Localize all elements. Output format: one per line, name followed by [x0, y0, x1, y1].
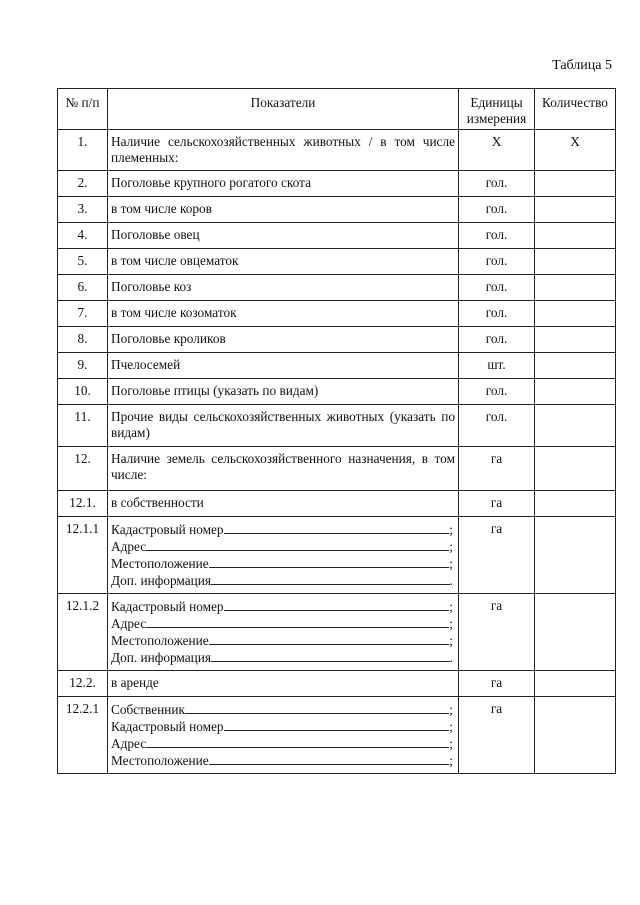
- fill-in-blank[interactable]: [209, 752, 450, 765]
- row-quantity[interactable]: [535, 327, 616, 353]
- row-quantity[interactable]: [535, 594, 616, 671]
- row-number: 5.: [58, 249, 108, 275]
- row-indicator: Наличие сельскохозяйственных животных / в том числе племенных:: [108, 130, 459, 171]
- row-number: 12.2.1: [58, 697, 108, 774]
- row-number: 8.: [58, 327, 108, 353]
- fill-in-blank[interactable]: [211, 572, 450, 585]
- form-field-line: [111, 701, 455, 718]
- row-number: 9.: [58, 353, 108, 379]
- row-quantity[interactable]: [535, 275, 616, 301]
- form-field-label: Кадастровый номер: [111, 522, 224, 537]
- form-field-label: Доп. информация: [111, 573, 211, 588]
- row-unit: гол.: [459, 249, 535, 275]
- row-number: 2.: [58, 171, 108, 197]
- form-field-terminator: ;: [449, 736, 453, 751]
- row-quantity[interactable]: [535, 223, 616, 249]
- row-unit: гол.: [459, 223, 535, 249]
- header-unit: Единицы измерения: [459, 89, 535, 130]
- header-num: № п/п: [58, 89, 108, 130]
- table-header-row: [58, 89, 616, 130]
- form-field-terminator: .: [449, 573, 453, 588]
- form-field-line: [111, 735, 455, 752]
- row-indicator: в том числе овцематок: [108, 249, 459, 275]
- form-field-terminator: ;: [449, 616, 453, 631]
- table-row: [58, 275, 616, 301]
- table-caption: Таблица 5: [552, 58, 612, 73]
- form-field-terminator: ;: [449, 522, 453, 537]
- form-field-line: [111, 632, 455, 649]
- row-quantity[interactable]: [535, 353, 616, 379]
- row-number: 6.: [58, 275, 108, 301]
- form-field-label: Адрес: [111, 736, 147, 751]
- indicators-table: [57, 88, 616, 774]
- fill-in-blank[interactable]: [146, 538, 449, 551]
- row-number: 12.1.1: [58, 517, 108, 594]
- row-quantity[interactable]: [535, 517, 616, 594]
- row-quantity[interactable]: [535, 249, 616, 275]
- form-field-terminator: ;: [449, 599, 453, 614]
- row-unit: гол.: [459, 327, 535, 353]
- row-number: 12.1.2: [58, 594, 108, 671]
- table-row: [58, 171, 616, 197]
- row-indicator: [108, 594, 459, 671]
- table-row: [58, 249, 616, 275]
- header-name: Показатели: [108, 89, 459, 130]
- row-number: 4.: [58, 223, 108, 249]
- row-unit: гол.: [459, 171, 535, 197]
- form-field-label: Кадастровый номер: [111, 599, 224, 614]
- table-row: [58, 197, 616, 223]
- form-field-line: [111, 649, 455, 666]
- table-row: [58, 301, 616, 327]
- table-row: [58, 327, 616, 353]
- form-field-terminator: ;: [449, 539, 453, 554]
- row-indicator: в том числе козоматок: [108, 301, 459, 327]
- form-field-label: Местоположение: [111, 753, 209, 768]
- fill-in-blank[interactable]: [211, 649, 450, 662]
- row-number: 12.1.: [58, 491, 108, 517]
- form-field-terminator: ;: [449, 702, 453, 717]
- form-field-line: [111, 598, 455, 615]
- form-field-label: Доп. информация: [111, 650, 211, 665]
- form-field-label: Адрес: [111, 539, 147, 554]
- row-number: 1.: [58, 130, 108, 171]
- row-quantity[interactable]: [535, 697, 616, 774]
- form-field-terminator: ;: [449, 719, 453, 734]
- row-unit: гол.: [459, 405, 535, 447]
- form-field-label: Адрес: [111, 616, 147, 631]
- table-row: [58, 447, 616, 491]
- row-number: 12.: [58, 447, 108, 491]
- form-field-line: [111, 752, 455, 769]
- row-unit: Х: [459, 130, 535, 171]
- table-row: [58, 405, 616, 447]
- row-quantity[interactable]: [535, 197, 616, 223]
- row-number: 3.: [58, 197, 108, 223]
- table-row: [58, 594, 616, 671]
- row-unit: гол.: [459, 197, 535, 223]
- row-indicator: Поголовье крупного рогатого скота: [108, 171, 459, 197]
- row-unit: шт.: [459, 353, 535, 379]
- form-field-line: [111, 521, 455, 538]
- row-unit: га: [459, 594, 535, 671]
- row-unit: гол.: [459, 301, 535, 327]
- form-field-line: [111, 555, 455, 572]
- table-row: [58, 379, 616, 405]
- row-indicator: [108, 697, 459, 774]
- table-row: [58, 491, 616, 517]
- row-unit: гол.: [459, 275, 535, 301]
- row-indicator: Поголовье птицы (указать по видам): [108, 379, 459, 405]
- row-unit: га: [459, 447, 535, 491]
- form-field-terminator: .: [449, 650, 453, 665]
- row-quantity[interactable]: [535, 447, 616, 491]
- form-field-label: Местоположение: [111, 633, 209, 648]
- form-field-label: Собственник: [111, 702, 185, 717]
- row-indicator: Пчелосемей: [108, 353, 459, 379]
- fill-in-blank[interactable]: [224, 521, 450, 534]
- row-indicator: [108, 517, 459, 594]
- form-field-terminator: ;: [449, 753, 453, 768]
- row-unit: га: [459, 491, 535, 517]
- fill-in-blank[interactable]: [209, 632, 450, 645]
- row-number: 12.2.: [58, 671, 108, 697]
- row-indicator: Наличие земель сельскохозяйственного назначения, в том числе:: [108, 447, 459, 491]
- row-quantity[interactable]: [535, 491, 616, 517]
- form-field-line: [111, 718, 455, 735]
- fill-in-blank[interactable]: [224, 598, 450, 611]
- form-field-label: Местоположение: [111, 556, 209, 571]
- row-indicator: в собственности: [108, 491, 459, 517]
- row-unit: га: [459, 697, 535, 774]
- form-field-terminator: ;: [449, 633, 453, 648]
- row-unit: гол.: [459, 379, 535, 405]
- table-row: [58, 130, 616, 171]
- form-field-line: [111, 572, 455, 589]
- table-row: [58, 353, 616, 379]
- row-indicator: в аренде: [108, 671, 459, 697]
- fill-in-blank[interactable]: [185, 701, 449, 714]
- table-row: [58, 697, 616, 774]
- row-number: 10.: [58, 379, 108, 405]
- fill-in-blank[interactable]: [224, 718, 450, 731]
- table-row: [58, 223, 616, 249]
- fill-in-blank[interactable]: [209, 555, 450, 568]
- row-quantity[interactable]: [535, 379, 616, 405]
- row-number: 11.: [58, 405, 108, 447]
- row-quantity[interactable]: [535, 301, 616, 327]
- form-field-label: Кадастровый номер: [111, 719, 224, 734]
- row-indicator: в том числе коров: [108, 197, 459, 223]
- row-quantity[interactable]: [535, 405, 616, 447]
- row-quantity[interactable]: Х: [535, 130, 616, 171]
- fill-in-blank[interactable]: [146, 735, 449, 748]
- row-quantity[interactable]: [535, 171, 616, 197]
- row-indicator: Поголовье овец: [108, 223, 459, 249]
- header-qty: Количество: [535, 89, 616, 130]
- row-unit: га: [459, 517, 535, 594]
- form-field-line: [111, 615, 455, 632]
- form-field-line: [111, 538, 455, 555]
- table-row: [58, 671, 616, 697]
- form-field-terminator: ;: [449, 556, 453, 571]
- row-indicator: Прочие виды сельскохозяйственных животных (указать по видам): [108, 405, 459, 447]
- row-indicator: Поголовье коз: [108, 275, 459, 301]
- table-row: [58, 517, 616, 594]
- row-unit: га: [459, 671, 535, 697]
- fill-in-blank[interactable]: [146, 615, 449, 628]
- row-quantity[interactable]: [535, 671, 616, 697]
- row-indicator: Поголовье кроликов: [108, 327, 459, 353]
- row-number: 7.: [58, 301, 108, 327]
